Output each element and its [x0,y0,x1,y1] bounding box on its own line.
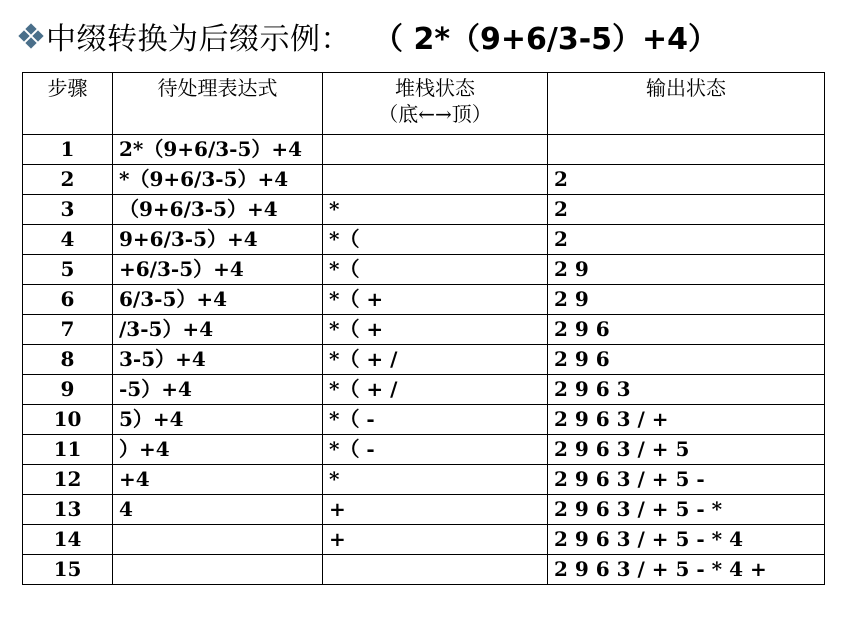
cell-output: 2 [548,195,825,225]
cell-step: 5 [23,255,113,285]
cell-step: 2 [23,165,113,195]
cell-output: 2 [548,225,825,255]
title-expression: （ 2*（9+6/3-5）+4） [373,22,719,57]
cell-output: 2 [548,165,825,195]
cell-stack: *（ + [323,315,548,345]
cell-expression: 6/3-5）+4 [113,285,323,315]
table-row [23,315,825,345]
cell-output: 2 9 6 3 / + 5 - * [548,495,825,525]
table-row [23,555,825,585]
cell-output: 2 9 6 3 / + 5 - * 4 [548,525,825,555]
header-stack [323,73,548,135]
cell-output: 2 9 [548,285,825,315]
header-step: 步骤 [23,73,113,135]
table-row [23,405,825,435]
cell-expression: /3-5）+4 [113,315,323,345]
slide-title [20,14,718,58]
table-header-row [23,73,825,135]
cell-step: 11 [23,435,113,465]
cell-output [548,135,825,165]
cell-step: 8 [23,345,113,375]
cell-output: 2 9 6 3 / + [548,405,825,435]
cell-expression: 5）+4 [113,405,323,435]
title-text: 中缀转换为后缀示例： [46,22,351,57]
cell-step: 3 [23,195,113,225]
table-row [23,255,825,285]
cell-expression [113,525,323,555]
cell-output: 2 9 6 [548,315,825,345]
table-row [23,285,825,315]
cell-output: 2 9 6 3 / + 5 - [548,465,825,495]
cell-stack: *（ [323,255,548,285]
table-row [23,495,825,525]
cell-stack [323,555,548,585]
cell-expression: +6/3-5）+4 [113,255,323,285]
cell-step: 1 [23,135,113,165]
cell-stack: * [323,195,548,225]
table-row [23,525,825,555]
cell-expression: 4 [113,495,323,525]
conversion-table [22,72,825,585]
cell-step: 12 [23,465,113,495]
cell-stack: + [323,495,548,525]
cell-expression: （9+6/3-5）+4 [113,195,323,225]
cell-expression: 9+6/3-5）+4 [113,225,323,255]
cell-stack: *（ - [323,435,548,465]
cell-stack: + [323,525,548,555]
cell-expression [113,555,323,585]
table-row [23,165,825,195]
header-expression: 待处理表达式 [113,73,323,135]
header-stack-line2: （底←→顶） [378,102,492,126]
cell-expression: 2*（9+6/3-5）+4 [113,135,323,165]
cell-step: 6 [23,285,113,315]
cell-output: 2 9 [548,255,825,285]
table-row [23,465,825,495]
cell-stack: *（ - [323,405,548,435]
cell-expression: *（9+6/3-5）+4 [113,165,323,195]
cell-step: 9 [23,375,113,405]
cell-stack [323,165,548,195]
diamond-bullet-icon [20,25,42,47]
table-row [23,375,825,405]
table-row [23,135,825,165]
cell-step: 13 [23,495,113,525]
header-output: 输出状态 [548,73,825,135]
cell-expression: 3-5）+4 [113,345,323,375]
cell-stack: *（ + [323,285,548,315]
cell-stack [323,135,548,165]
cell-step: 4 [23,225,113,255]
cell-expression: +4 [113,465,323,495]
table-row [23,435,825,465]
cell-stack: *（ [323,225,548,255]
cell-step: 7 [23,315,113,345]
header-stack-line1: 堆栈状态 [395,76,475,100]
table-row [23,345,825,375]
cell-stack: * [323,465,548,495]
cell-expression: ）+4 [113,435,323,465]
cell-output: 2 9 6 3 / + 5 [548,435,825,465]
cell-expression: -5）+4 [113,375,323,405]
cell-step: 14 [23,525,113,555]
cell-step: 10 [23,405,113,435]
cell-output: 2 9 6 3 [548,375,825,405]
cell-stack: *（ + / [323,345,548,375]
cell-output: 2 9 6 3 / + 5 - * 4 + [548,555,825,585]
cell-output: 2 9 6 [548,345,825,375]
cell-stack: *（ + / [323,375,548,405]
cell-step: 15 [23,555,113,585]
table-row [23,195,825,225]
table-row [23,225,825,255]
